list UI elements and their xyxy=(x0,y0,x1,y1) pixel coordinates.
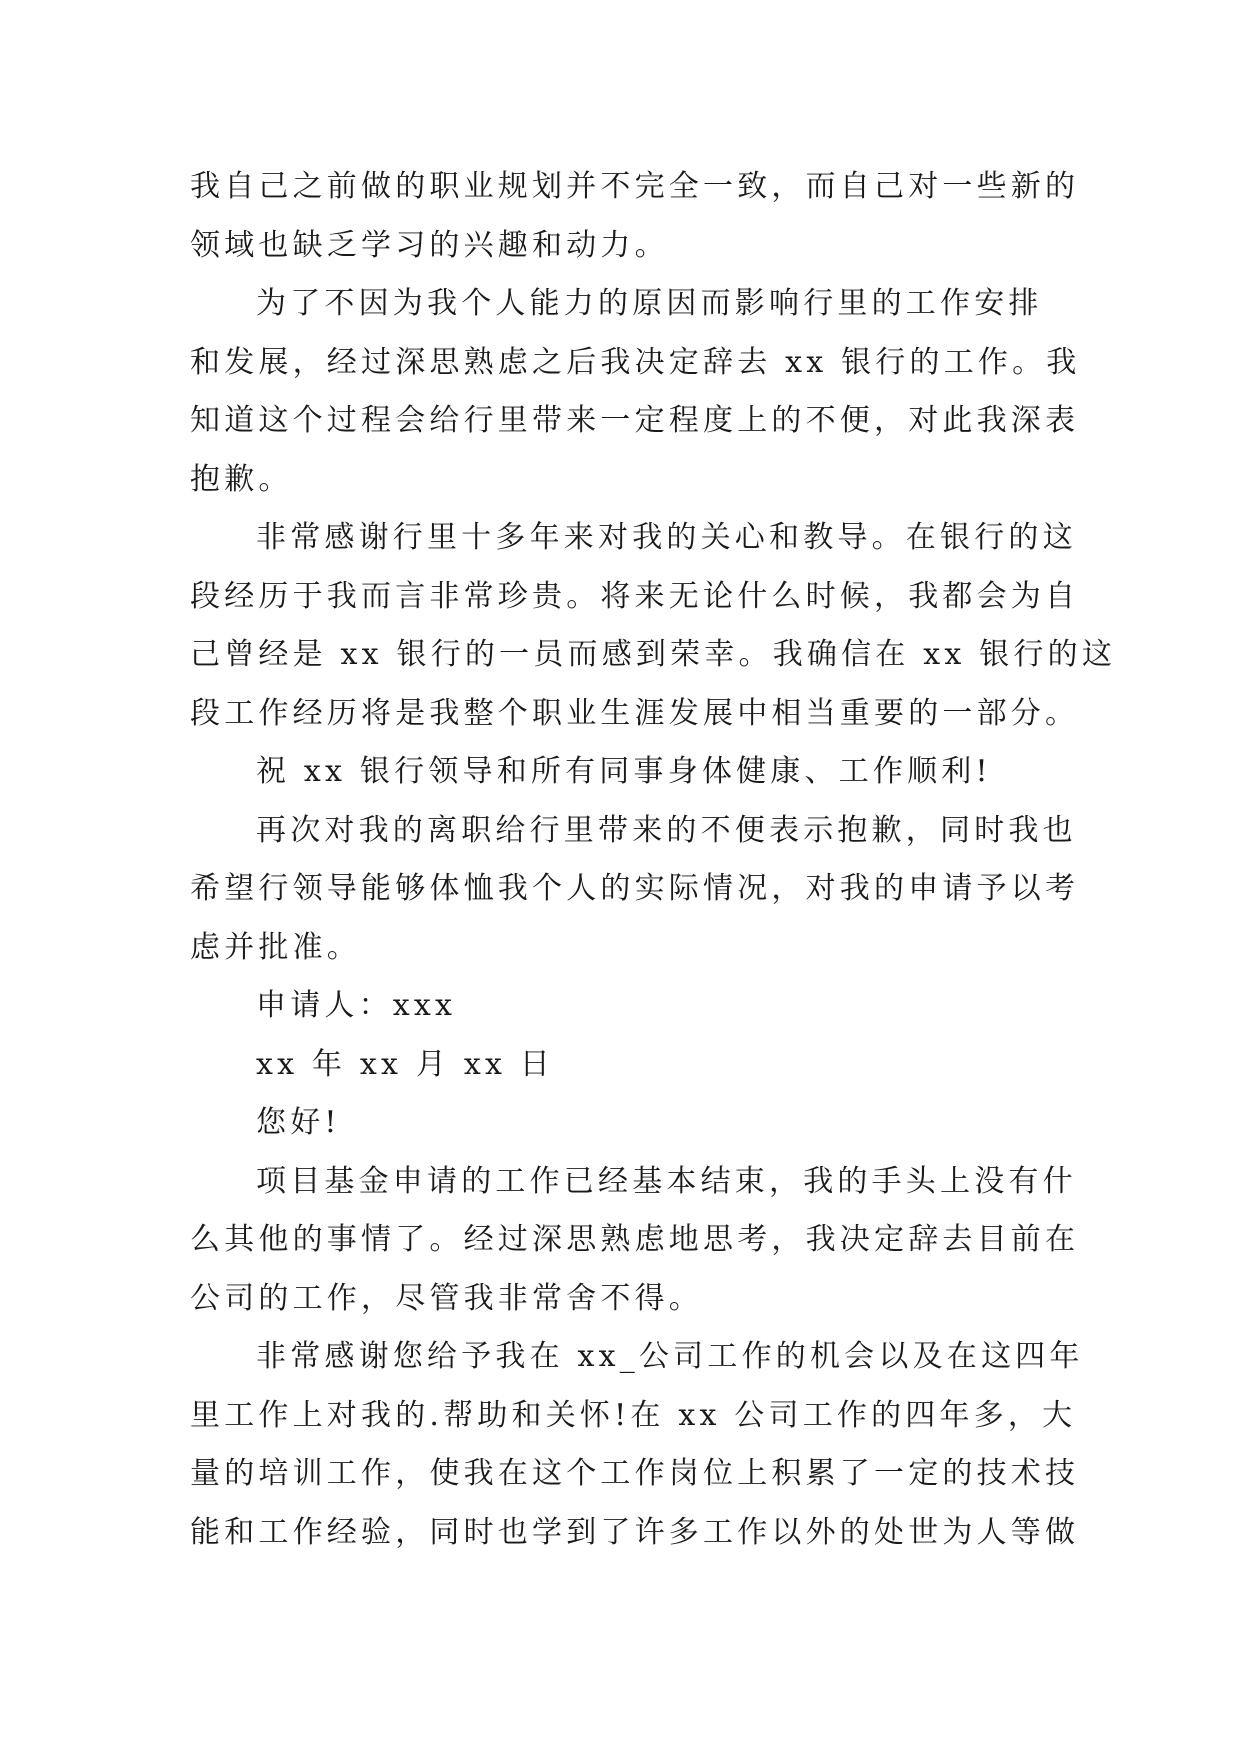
text-line: 希望行领导能够体恤我个人的实际情况，对我的申请予以考 xyxy=(190,871,1080,906)
text-line: 能和工作经验，同时也学到了许多工作以外的处世为人等做 xyxy=(190,1514,1080,1550)
applicant-line: 申请人：xxx xyxy=(256,988,457,1023)
text-line: 己曾经是 xx 银行的一员而感到荣幸。我确信在 xx 银行的这 xyxy=(190,637,1117,672)
greeting-line: 您好! xyxy=(256,1105,341,1140)
text-line: 和发展，经过深思熟虑之后我决定辞去 xx 银行的工作。我 xyxy=(190,344,1081,380)
text-line: 知道这个过程会给行里带来一定程度上的不便，对此我深表 xyxy=(190,403,1080,438)
text-line: 项目基金申请的工作已经基本结束，我的手头上没有什 xyxy=(256,1163,1077,1199)
text-line: 段工作经历将是我整个职业生涯发展中相当重要的一部分。 xyxy=(190,695,1080,731)
text-line: 段经历于我而言非常珍贵。将来无论什么时候，我都会为自 xyxy=(190,578,1080,614)
text-line: 我自己之前做的职业规划并不完全一致，而自己对一些新的 xyxy=(190,169,1080,204)
text-line: 为了不因为我个人能力的原因而影响行里的工作安排 xyxy=(256,286,1043,321)
text-line: 抱歉。 xyxy=(190,461,293,497)
text-line: 里工作上对我的.帮助和关怀!在 xx 公司工作的四年多，大 xyxy=(190,1397,1077,1433)
text-line: 虑并批准。 xyxy=(190,929,361,965)
text-line: 公司的工作，尽管我非常舍不得。 xyxy=(190,1280,703,1316)
date-line: xx 年 xx 月 xx 日 xyxy=(256,1046,554,1082)
text-line: 领域也缺乏学习的兴趣和动力。 xyxy=(190,227,669,263)
text-line: 么其他的事情了。经过深思熟虑地思考，我决定辞去目前在 xyxy=(190,1222,1080,1257)
text-line: 非常感谢行里十多年来对我的关心和教导。在银行的这 xyxy=(256,520,1077,555)
text-line: 非常感谢您给予我在 xx_公司工作的机会以及在这四年 xyxy=(256,1339,1084,1374)
text-line: 再次对我的离职给行里带来的不便表示抱歉，同时我也 xyxy=(256,812,1077,848)
letter-body xyxy=(190,158,1117,1562)
text-line: 祝 xx 银行领导和所有同事身体健康、工作顺利! xyxy=(256,754,992,789)
text-line: 量的培训工作，使我在这个工作岗位上积累了一定的技术技 xyxy=(190,1456,1080,1491)
